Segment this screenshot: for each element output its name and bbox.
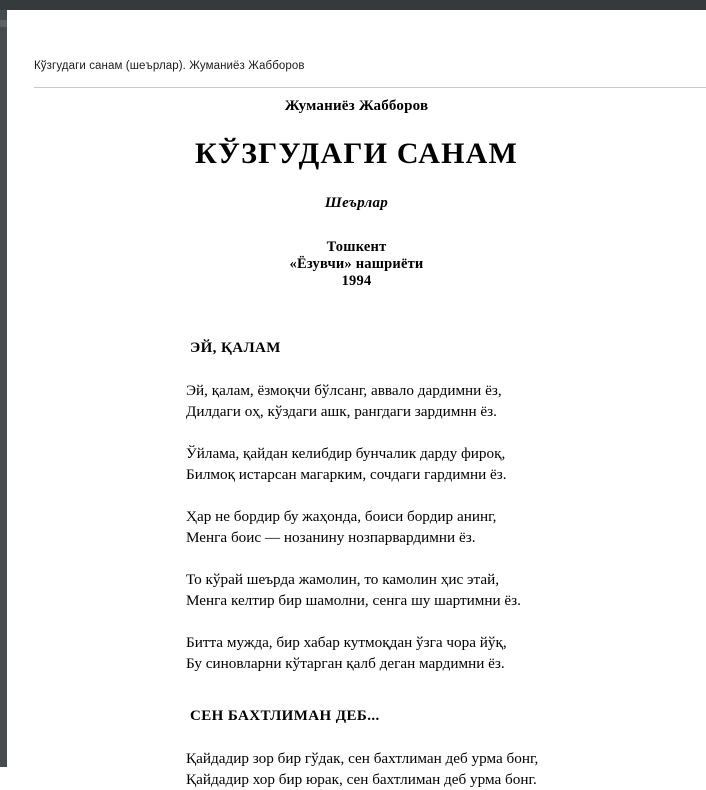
poem-list	[186, 340, 686, 790]
imprint-city: Тошкент	[326, 239, 387, 255]
poem-stanza	[186, 748, 686, 790]
viewer-side-rail[interactable]	[0, 10, 7, 767]
rail-notch-icon	[0, 20, 7, 27]
poem-stanza	[186, 632, 686, 674]
poem-stanza	[186, 380, 686, 422]
document-page	[7, 10, 706, 788]
book-title: КЎЗГУДАГИ САНАМ	[194, 137, 519, 170]
poem-stanza	[186, 569, 686, 611]
poem-line: Қайдадир хор бир юрак, сен бахтлиман деб урма бонг.	[186, 771, 537, 788]
poem-line: Билмоқ истарсан магарким, сочдаги гардимни ёз.	[186, 466, 507, 483]
poem-section	[186, 708, 686, 790]
poem-stanza	[186, 443, 686, 485]
poem-line: Менга боис — нозанину нозпарвардимни ёз.	[186, 529, 476, 546]
poem-line: Қайдадир зор бир гўдак, сен бахтлиман деб урма бонг,	[186, 750, 539, 767]
poem-line: То кўрай шеърда жамолин, то камолин ҳис этай,	[186, 571, 499, 588]
front-matter	[7, 98, 706, 290]
poem-line: Ўйлама, қайдан келибдир бунчалик дарду фироқ,	[186, 445, 506, 462]
poem-line: Дилдаги оҳ, кўздаги ашк, рангдаги зардимнн ёз.	[186, 403, 497, 420]
poem-line: Ҳар не бордир бу жаҳонда, боиси бордир анинг,	[186, 508, 497, 525]
poem-title: СЕН БАХТЛИМАН ДЕБ...	[190, 708, 380, 724]
poem-title: ЭЙ, ҚАЛАМ	[190, 340, 281, 356]
poem-line: Менга келтир бир шамолни, сенга шу шартимни ёз.	[186, 592, 521, 609]
author-name: Жуманиёз Жабборов	[284, 98, 429, 114]
imprint-block	[7, 239, 706, 290]
imprint-publisher: «Ёзувчи» нашриёти	[289, 256, 424, 272]
poem-stanza	[186, 506, 686, 548]
viewer-toolbar[interactable]	[0, 0, 706, 10]
header-divider	[34, 87, 706, 88]
book-subtitle: Шеърлар	[324, 195, 389, 211]
imprint-year: 1994	[341, 273, 372, 289]
poem-line: Бу синовларни кўтарган қалб деган мардимни ёз.	[186, 655, 505, 672]
poem-section	[186, 340, 686, 674]
running-head: Кўзгудаги санам (шеърлар). Жуманиёз Жабборов	[34, 60, 305, 72]
poem-line: Битта мужда, бир хабар кутмоқдан ўзга чора йўқ,	[186, 634, 507, 651]
poem-line: Эй, қалам, ёзмоқчи бўлсанг, аввало дардимни ёз,	[186, 382, 502, 399]
